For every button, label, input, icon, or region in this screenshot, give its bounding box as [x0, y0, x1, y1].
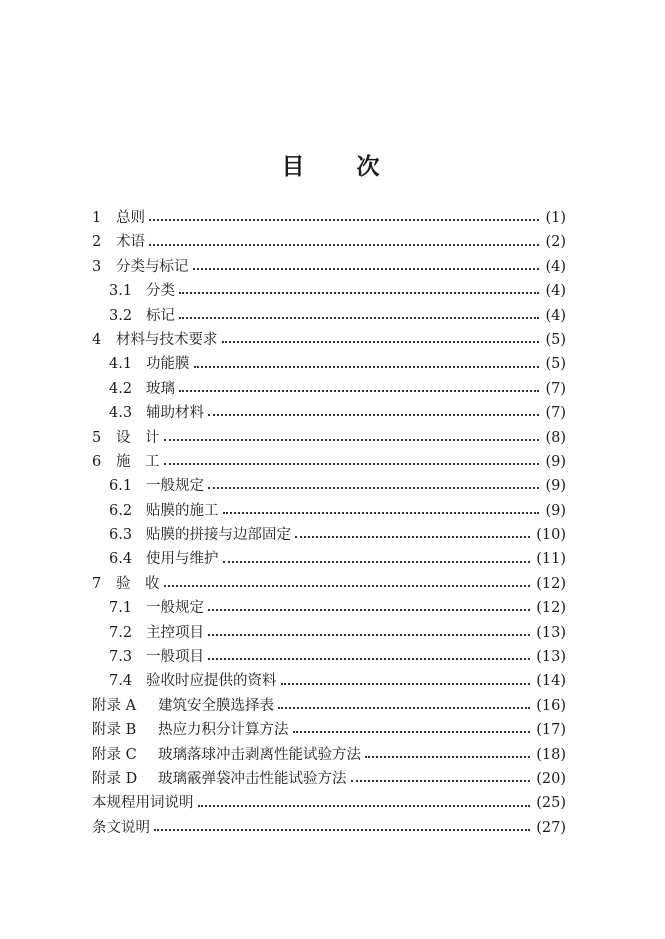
- toc-leader-dots: [208, 487, 539, 489]
- toc-leader-dots: [198, 805, 531, 807]
- toc-leader-dots: [208, 658, 530, 660]
- toc-entry-title: 玻璃霰弹袋冲击性能试验方法: [158, 770, 347, 787]
- toc-entry: [92, 352, 566, 376]
- toc-entry-number: 7.2: [109, 624, 133, 641]
- toc-leader-dots: [281, 683, 531, 685]
- toc-entry-number: 7.4: [109, 673, 133, 690]
- toc-leader-dots: [154, 829, 530, 831]
- toc-entry-title: 贴膜的拼接与边部固定: [146, 527, 291, 544]
- toc-entry-number: 3.2: [109, 307, 133, 324]
- toc-entry-number: 3: [92, 258, 102, 275]
- toc-entry: [92, 694, 566, 718]
- toc-entry-page: (10): [536, 527, 566, 544]
- toc-entry-number: 4.1: [109, 356, 133, 373]
- toc-entry-number: 5: [92, 429, 102, 446]
- toc-entry: [92, 401, 566, 425]
- toc-entry-number: 4: [92, 331, 102, 348]
- toc-entry-title: 分类与标记: [116, 258, 189, 275]
- toc-entry: [92, 474, 566, 498]
- toc-entry-title: 一般项目: [146, 649, 204, 666]
- toc-entry: [92, 279, 566, 303]
- toc-entry-page: (8): [545, 429, 566, 446]
- toc-leader-dots: [149, 244, 539, 246]
- toc-entry-title: 功能膜: [146, 356, 190, 373]
- toc-entry-page: (2): [545, 234, 566, 251]
- toc-entry: [92, 816, 566, 840]
- toc-entry-title: 辅助材料: [146, 405, 204, 422]
- toc-entry-title: 玻璃落球冲击剥离性能试验方法: [158, 746, 361, 763]
- toc-entry-title: 条文说明: [92, 819, 150, 836]
- toc-entry: [92, 718, 566, 742]
- toc-entry-page: (9): [545, 453, 566, 470]
- toc-entry-page: (4): [545, 283, 566, 300]
- toc-leader-dots: [223, 512, 540, 514]
- toc-leader-dots: [365, 756, 530, 758]
- toc-entry-title: 设 计: [116, 429, 160, 446]
- toc-entry-number: 6.2: [109, 502, 133, 519]
- toc-entry-title: 使用与维护: [146, 551, 219, 568]
- toc-entry-number: 7.3: [109, 649, 133, 666]
- toc-leader-dots: [193, 268, 540, 270]
- toc-entry-number: 3.1: [109, 283, 133, 300]
- toc-entry-number: 2: [92, 234, 102, 251]
- toc-leader-dots: [179, 292, 539, 294]
- toc-entry-number: 7: [92, 575, 102, 592]
- toc-entry-page: (13): [536, 649, 566, 666]
- toc-entry-number: 6: [92, 453, 102, 470]
- toc-entry-page: (12): [536, 575, 566, 592]
- toc-entry: [92, 230, 566, 254]
- toc-entry-title: 施 工: [116, 453, 160, 470]
- toc-entry-title: 一般规定: [146, 478, 204, 495]
- toc-entry-title: 一般规定: [146, 600, 204, 617]
- toc-entry-page: (16): [536, 697, 566, 714]
- toc-entry-page: (1): [545, 210, 566, 226]
- toc-entry-number: 4.2: [109, 380, 133, 397]
- toc-entry-title: 主控项目: [146, 624, 204, 641]
- toc-entry-page: (20): [536, 770, 566, 787]
- toc-entry-title: 材料与技术要求: [116, 331, 218, 348]
- toc-entry-page: (12): [536, 600, 566, 617]
- toc-entry-title: 总则: [116, 210, 145, 226]
- toc-entry-page: (27): [536, 819, 566, 836]
- toc-entry-page: (9): [545, 502, 566, 519]
- toc-leader-dots: [223, 561, 531, 563]
- toc-entry: [92, 791, 566, 815]
- toc-entry: [92, 450, 566, 474]
- toc-leader-dots: [295, 536, 530, 538]
- toc-leader-dots: [164, 463, 540, 465]
- toc-leader-dots: [164, 439, 540, 441]
- toc-entry-page: (4): [545, 307, 566, 324]
- toc-entry-page: (13): [536, 624, 566, 641]
- toc-entry-page: (9): [545, 478, 566, 495]
- toc-entry: [92, 523, 566, 547]
- toc-entry-number: 附录 C: [92, 746, 137, 763]
- page-title: 目 次: [281, 154, 402, 180]
- toc-entry-page: (5): [545, 356, 566, 373]
- toc-entry-page: (25): [536, 795, 566, 812]
- toc-leader-dots: [293, 731, 531, 733]
- toc-entry-number: 6.1: [109, 478, 133, 495]
- toc-entry: [92, 426, 566, 450]
- toc-entry-page: (18): [536, 746, 566, 763]
- toc-entry-title: 本规程用词说明: [92, 795, 194, 812]
- toc-entry: [92, 499, 566, 523]
- table-of-contents: [92, 206, 566, 840]
- toc-entry: [92, 645, 566, 669]
- toc-entry-number: 7.1: [109, 600, 133, 617]
- toc-entry-title: 术语: [116, 234, 145, 251]
- toc-entry-number: 附录 D: [92, 770, 138, 787]
- toc-entry-number: 4.3: [109, 405, 133, 422]
- toc-leader-dots: [278, 707, 530, 709]
- toc-entry: [92, 255, 566, 279]
- toc-entry: [92, 572, 566, 596]
- toc-leader-dots: [208, 414, 539, 416]
- toc-leader-dots: [164, 585, 531, 587]
- toc-leader-dots: [194, 366, 540, 368]
- toc-entry: [92, 621, 566, 645]
- toc-leader-dots: [149, 219, 539, 221]
- toc-entry-number: 附录 A: [92, 697, 137, 714]
- toc-entry-title: 分类: [146, 283, 175, 300]
- toc-entry-number: 附录 B: [92, 722, 137, 739]
- toc-entry-page: (5): [545, 331, 566, 348]
- toc-entry-title: 验收时应提供的资料: [146, 673, 277, 690]
- toc-entry-title: 贴膜的施工: [146, 502, 219, 519]
- toc-entry-page: (7): [545, 405, 566, 422]
- toc-leader-dots: [179, 317, 539, 319]
- toc-entry-title: 玻璃: [146, 380, 175, 397]
- toc-entry-title: 建筑安全膜选择表: [158, 697, 274, 714]
- toc-leader-dots: [222, 341, 540, 343]
- toc-entry: [92, 743, 566, 767]
- toc-entry: [92, 377, 566, 401]
- toc-entry-title: 热应力积分计算方法: [158, 722, 289, 739]
- toc-entry-title: 验 收: [116, 575, 160, 592]
- toc-entry: [92, 767, 566, 791]
- toc-entry: [92, 304, 566, 328]
- toc-entry-page: (4): [545, 258, 566, 275]
- toc-leader-dots: [208, 634, 530, 636]
- toc-entry-page: (14): [536, 673, 566, 690]
- toc-entry-page: (7): [545, 380, 566, 397]
- toc-entry-page: (17): [536, 722, 566, 739]
- toc-entry-page: (11): [536, 551, 566, 568]
- toc-entry-number: 6.4: [109, 551, 133, 568]
- toc-leader-dots: [351, 780, 531, 782]
- toc-entry: [92, 206, 566, 230]
- toc-entry: [92, 547, 566, 571]
- toc-entry-title: 标记: [146, 307, 175, 324]
- toc-entry-number: 1: [92, 210, 102, 226]
- toc-entry: [92, 328, 566, 352]
- toc-entry: [92, 669, 566, 693]
- toc-leader-dots: [179, 390, 539, 392]
- toc-entry: [92, 596, 566, 620]
- toc-leader-dots: [208, 609, 530, 611]
- toc-entry-number: 6.3: [109, 527, 133, 544]
